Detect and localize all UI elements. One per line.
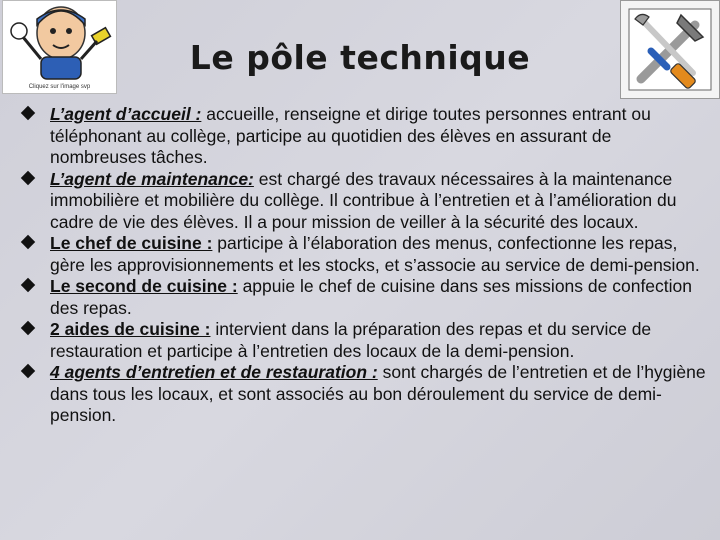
list-item-second-cuisine <box>20 276 710 319</box>
item-term: 4 agents d’entretien et de restauration : <box>50 362 378 382</box>
diamond-bullet-icon <box>21 106 35 120</box>
logo-caption: Cliquez sur l'image svp <box>28 84 91 90</box>
item-term: 2 aides de cuisine : <box>50 319 211 339</box>
list-item-agents-entretien <box>20 362 710 427</box>
item-term: Le second de cuisine : <box>50 276 238 296</box>
item-term: L’agent de maintenance: <box>50 168 254 189</box>
page-title: Le pôle technique <box>189 38 531 77</box>
item-term: L’agent d’accueil : <box>50 104 202 124</box>
diamond-bullet-icon <box>21 170 35 184</box>
item-term: Le chef de cuisine : <box>50 233 213 253</box>
diamond-bullet-icon <box>21 364 35 378</box>
item-description: participe à l’élaboration des menus, confectionne les repas, gère les approvisionnements et les stocks, et s’associe au service de demi-pension. <box>50 233 700 275</box>
staff-list <box>20 104 710 427</box>
diamond-bullet-icon <box>21 278 35 292</box>
diamond-bullet-icon <box>21 235 35 249</box>
item-description: accueille, renseigne et dirige toutes personnes entrant ou téléphonant au collège, participe au quotidien des élèves en assurant de nombreuses tâches. <box>50 104 651 167</box>
list-item-agent-accueil <box>20 104 710 169</box>
item-description: est chargé des travaux nécessaires à la maintenance immobilière et mobilière du collège. Il contribue à l’entretien et à l’amélioration du cadre de vie des élèves. Il a pour mission de veiller à la sécurité des locaux. <box>50 168 677 232</box>
item-description: intervient dans la préparation des repas et du service de restauration et participe à l’entretien des locaux de la demi-pension. <box>50 319 652 361</box>
item-description: sont chargés de l’entretien et de l’hygiène dans tous les locaux, et sont associés au bon déroulement du service de demi-pension. <box>50 362 706 425</box>
list-item-chef-cuisine <box>20 233 710 276</box>
list-item-aides-cuisine <box>20 319 710 362</box>
list-item-agent-maintenance <box>20 169 710 234</box>
item-description: appuie le chef de cuisine dans ses missions de confection des repas. <box>50 276 693 318</box>
diamond-bullet-icon <box>21 321 35 335</box>
